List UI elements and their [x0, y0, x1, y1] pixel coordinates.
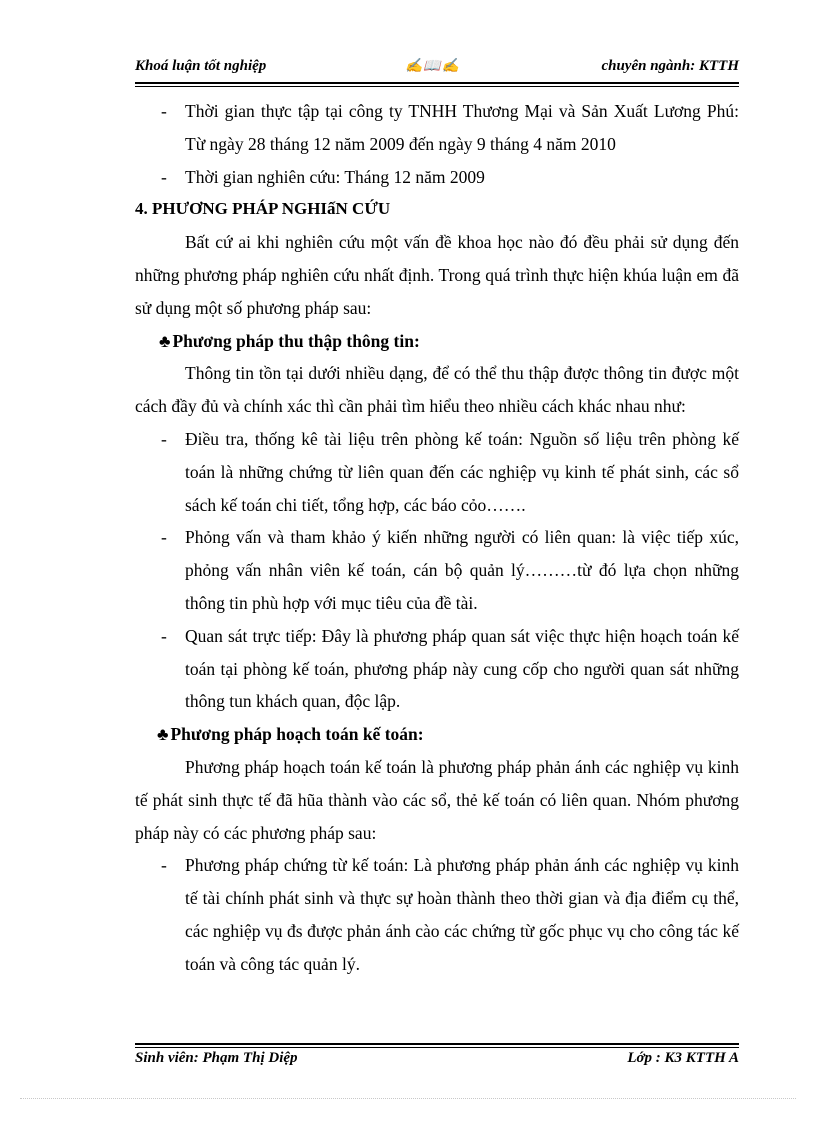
page-footer: [135, 1050, 739, 1072]
paragraph: Thông tin tồn tại dưới nhiều dạng, để có thể thu thập được thông tin được một cách đầy đủ và chính xác thì cần phải tìm hiểu theo nhiều cách khác nhau như:: [135, 363, 739, 417]
dash-icon: -: [161, 625, 167, 646]
book-ornament-icon: ✍📖✍: [405, 59, 461, 74]
dash-icon: -: [161, 855, 167, 876]
dash-icon: -: [161, 428, 167, 449]
bullet-item: [135, 423, 739, 521]
paragraph: Bất cứ ai khi nghiên cứu một vấn đề khoa học nào đó đều phải sử dụng đến những phương pháp nghiên cứu nhất định. Trong quá trình thực hiện khúa luận em đã sử dụng một số phương pháp sau:: [135, 232, 739, 318]
subsection-heading: [135, 325, 739, 358]
club-icon: ♣: [157, 724, 169, 745]
document-body: [135, 95, 739, 981]
bullet-item: [135, 521, 739, 619]
footer-class: Lớp : K3 KTTH A: [627, 1050, 739, 1066]
paragraph: Phương pháp hoạch toán kế toán là phương pháp phản ánh các nghiệp vụ kinh tế phát sinh thực tế đã hũa thành vào các sổ, thẻ kế toán có liên quan. Nhóm phương pháp này có các phương pháp sau:: [135, 756, 739, 843]
bullet-text: Phương pháp chứng từ kế toán: Là phương pháp phản ánh các nghiệp vụ kinh tế tài chính phát sinh và thực sự hoàn thành theo thời gian và địa điểm cụ thể, các nghiệp vụ đs được phản ánh cào các chứng từ gốc phục vụ cho công tác kế toán và công tác quản lý.: [185, 855, 739, 974]
header-title: Khoá luận tốt nghiệp: [135, 58, 267, 74]
dash-icon: -: [161, 101, 167, 121]
bullet-item: [135, 161, 739, 194]
subsection-title: Phương pháp hoạch toán kế toán:: [170, 724, 424, 745]
section-heading: 4. PHƯƠNG PHÁP NGHIấN CỨU: [135, 199, 391, 219]
subsection-title: Phương pháp thu thập thông tin:: [172, 330, 420, 351]
footer-rule-thin: [135, 1047, 739, 1048]
bullet-text: Điều tra, thống kê tài liệu trên phòng kế toán: Nguồn số liệu trên phòng kế toán là những chứng từ liên quan đến các nghiệp vụ kinh tế phát sinh, các sổ sách kế toán chi tiết, tổng hợp, các báo cỏo…….: [185, 428, 739, 515]
header-rule: [135, 82, 739, 84]
page-bottom-border: [20, 1098, 796, 1099]
subsection-heading: [135, 718, 739, 751]
header-rule-thin: [135, 86, 739, 87]
bullet-item: [135, 95, 739, 161]
bullet-text: Thời gian thực tập tại công ty TNHH Thương Mại và Sản Xuất Lương Phú: Từ ngày 28 tháng 12 năm 2009 đến ngày 9 tháng 4 năm 2010: [185, 101, 739, 154]
dash-icon: -: [161, 166, 167, 187]
bullet-text: Phỏng vấn và tham khảo ý kiến những người có liên quan: là việc tiếp xúc, phỏng vấn nhân viên kế toán, cán bộ quản lý………từ đó lựa chọn những thông tin phù hợp với mục tiêu của đề tài.: [185, 527, 739, 613]
header-major: chuyên ngành: KTTH: [601, 58, 739, 74]
footer-rule: [135, 1043, 739, 1045]
bullet-text: Thời gian nghiên cứu: Tháng 12 năm 2009: [185, 166, 485, 187]
dash-icon: -: [161, 527, 167, 548]
page-header: [135, 58, 739, 80]
bullet-item: [135, 849, 739, 980]
bullet-item: [135, 620, 739, 718]
bullet-text: Quan sát trực tiếp: Đây là phương pháp quan sát việc thực hiện hoạch toán kế toán tại phòng kế toán, phương pháp này cung cốp cho người quan sát những thông tun khách quan, độc lập.: [185, 625, 739, 712]
club-icon: ♣: [159, 330, 171, 351]
footer-student: Sinh viên: Phạm Thị Diệp: [135, 1050, 298, 1066]
